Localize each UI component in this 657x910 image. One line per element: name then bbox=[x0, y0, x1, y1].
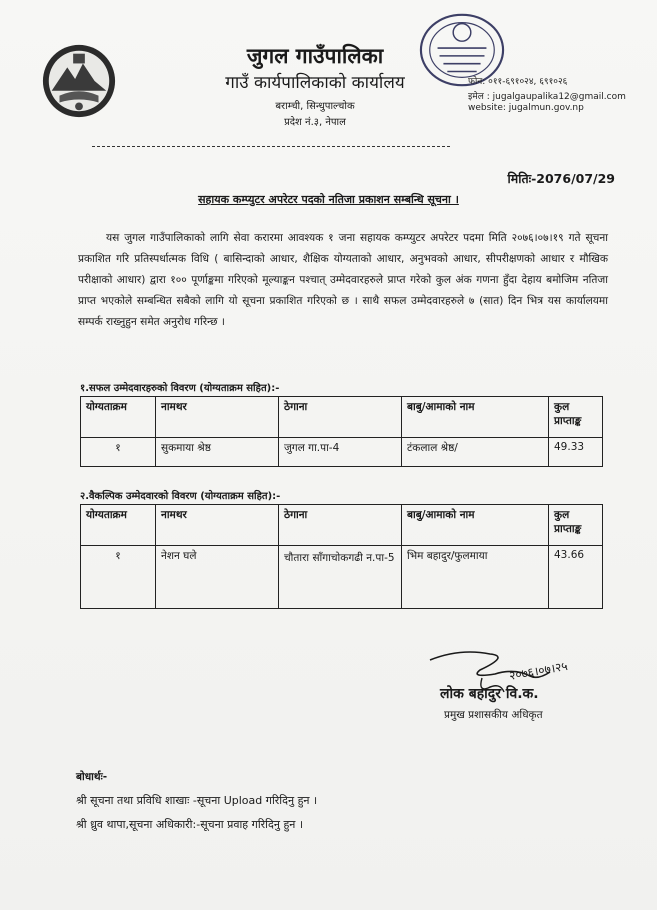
score-cell: 43.66 bbox=[549, 546, 603, 609]
col-parents: बाबु/आमाको नाम bbox=[402, 505, 549, 546]
name-cell: नेशन घले bbox=[156, 546, 279, 609]
successful-candidates-table bbox=[80, 396, 603, 467]
alternate-section-heading: २.वैकल्पिक उम्मेदवारको विवरण (योग्यताक्रम सहित):- bbox=[80, 491, 281, 502]
notice-body-text: यस जुगल गाउँपालिकाको लागि सेवा करारमा आवश्यक १ जना सहायक कम्प्युटर अपरेटर पदमा मिति २०७६।०७।१९ गते सूचना प्रकाशित गरि प्रतिस्पर्धात्मक विधि ( बासिन्दाको आधार, शैक्षिक योग्यताको आधार, अनुभवको आधार, सीपरीक्षणको आधार र मौखिक परीक्षाको आधार) द्वारा १०० पूर्णाङ्कमा गरिएको मूल्याङ्कन पश्चात् उम्मेदवारहरुले प्राप्त गरेको कुल अंक गणना हुँदा देहाय बमोजिम नतिजा प्राप्त भएकोले सम्बन्धित सबैको लागि यो सूचना प्रकाशित गरिएको छ । साथै सफल उम्मेदवारहरुले ७ (सात) दिन भित्र यस कार्यालयमा सम्पर्क राख्नुहुन समेत अनुरोध गरिन्छ । bbox=[78, 232, 608, 328]
cc-item: श्री सूचना तथा प्रविधि शाखाः -सूचना Upload गरिदिनु हुन । bbox=[76, 794, 318, 807]
parents-cell: भिम बहादुर/फुलमाया bbox=[402, 546, 549, 609]
phone-text: फोन: ०११-६९१०२४, ६९१०२६ bbox=[468, 77, 568, 87]
signatory-name: लोक बहादुर वि.क. bbox=[440, 686, 539, 702]
notice-body bbox=[78, 228, 608, 333]
address-cell: जुगल गा.पा-4 bbox=[279, 438, 402, 467]
table-header-row bbox=[81, 505, 603, 546]
successful-section-heading: १.सफल उम्मेदवारहरुको विवरण (योग्यताक्रम सहित):- bbox=[80, 383, 280, 394]
table-header-row bbox=[81, 397, 603, 438]
col-parents: बाबु/आमाको नाम bbox=[402, 397, 549, 438]
col-name: नामथर bbox=[156, 397, 279, 438]
score-cell: 49.33 bbox=[549, 438, 603, 467]
nepal-emblem-icon bbox=[40, 42, 118, 120]
col-address: ठेगाना bbox=[279, 505, 402, 546]
table-row bbox=[81, 546, 603, 609]
office-address: बराम्ची, सिन्धुपाल्चोक bbox=[275, 101, 355, 112]
province-address: प्रदेश नं.३, नेपाल bbox=[284, 117, 346, 128]
rank-cell: १ bbox=[81, 438, 156, 467]
col-rank: योग्यताक्रम bbox=[81, 505, 156, 546]
cc-heading: बोधार्थः- bbox=[76, 771, 108, 783]
alternate-candidates-table bbox=[80, 504, 603, 609]
col-score: कुल प्राप्ताङ्क bbox=[549, 505, 603, 546]
notice-subject bbox=[0, 192, 657, 207]
signature-date: २०७६।०७।२५ bbox=[508, 658, 569, 683]
website-text: website: jugalmun.gov.np bbox=[468, 103, 584, 113]
email-text: इमेल : jugalgaupalika12@gmail.com bbox=[468, 92, 626, 102]
name-cell: सुकमाया श्रेष्ठ bbox=[156, 438, 279, 467]
col-rank: योग्यताक्रम bbox=[81, 397, 156, 438]
notice-date: मितिः-2076/07/29 bbox=[507, 171, 615, 186]
header-divider bbox=[92, 146, 450, 147]
signatory-title: प्रमुख प्रशासकीय अधिकृत bbox=[444, 709, 543, 721]
table-row bbox=[81, 438, 603, 467]
rank-cell: १ bbox=[81, 546, 156, 609]
col-address: ठेगाना bbox=[279, 397, 402, 438]
municipality-title: जुगल गाउँपालिका bbox=[246, 44, 384, 68]
notice-subject-text: सहायक कम्प्युटर अपरेटर पदको नतिजा प्रकाशन सम्बन्धि सूचना । bbox=[198, 193, 459, 206]
cc-item: श्री ध्रुव थापा,सूचना अधिकारी:-सूचना प्रवाह गरिदिनु हुन । bbox=[76, 818, 304, 831]
address-cell: चौतारा साँगाचोकगढी न.पा-5 bbox=[279, 546, 402, 609]
col-score: कुल प्राप्ताङ्क bbox=[549, 397, 603, 438]
col-name: नामथर bbox=[156, 505, 279, 546]
parents-cell: टंकलाल श्रेष्ठ/ bbox=[402, 438, 549, 467]
office-name: गाउँ कार्यपालिकाको कार्यालय bbox=[225, 73, 405, 93]
